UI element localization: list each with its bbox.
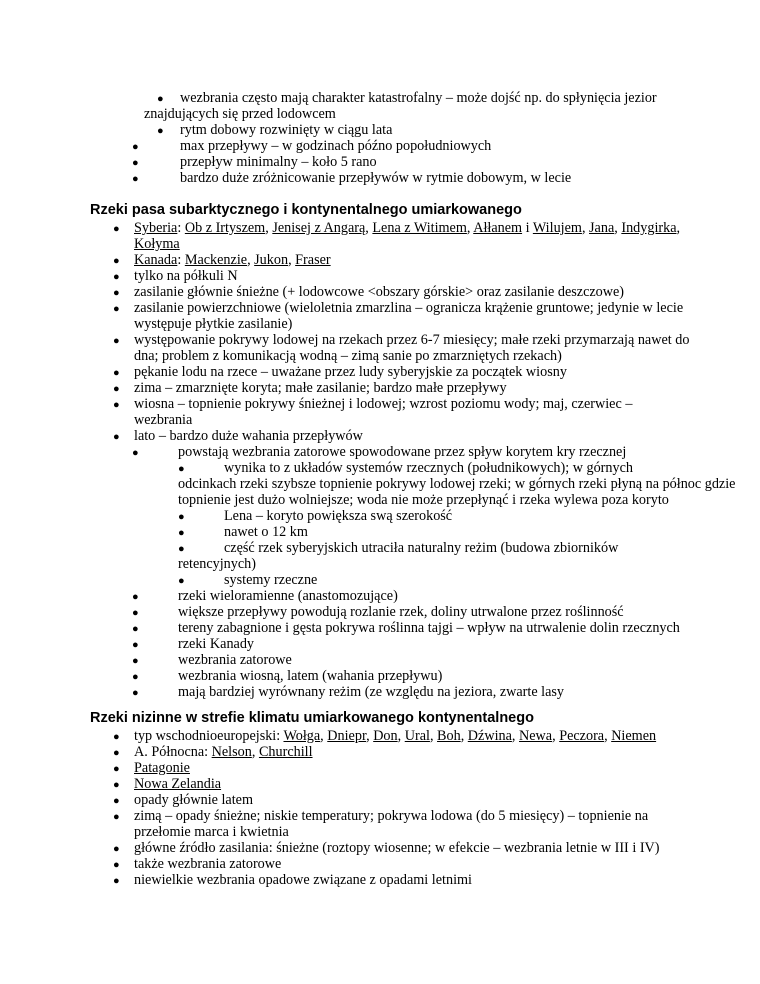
link-river[interactable]: Indygirka [621,220,677,236]
list-item: wezbrania zatorowe [178,652,292,668]
bullet: ● [132,591,139,603]
list-item-continuation: retencyjnych) [178,556,256,572]
list-item-continuation: wezbrania [134,412,193,428]
section-heading: Rzeki pasa subarktycznego i kontynentalnego umiarkowanego [90,202,522,218]
list-item-kanada [134,252,331,268]
link-river[interactable]: Churchill [258,744,313,760]
link-river[interactable]: Dniepr [327,728,367,744]
list-item: główne źródło zasilania: śnieżne (roztopy wiosenne; w efekcie – wezbrania letnie w III i IV) [134,840,660,856]
bullet: ● [132,173,139,185]
list-item: max przepływy – w godzinach późno popołudniowych [180,138,492,154]
link-river[interactable]: Don [373,728,398,744]
bullet: ● [113,763,120,775]
bullet: ● [132,671,139,683]
bullet: ● [178,575,185,587]
link-river[interactable]: Jana [589,220,615,236]
bullet: ● [113,811,120,823]
link-patagonie[interactable]: Patagonie [134,760,190,776]
link-river[interactable]: Nelson [211,744,252,760]
text: , [365,220,373,236]
list-item-continuation: przełomie marca i kwietnia [134,824,289,840]
list-item: wiosna – topnienie pokrywy śnieżnej i lodowej; wzrost poziomu wody; maj, czerwiec – [134,396,633,412]
text: , [247,252,255,268]
link-river[interactable]: Niemen [611,728,657,744]
list-item-ameryka [134,744,313,760]
link-river[interactable]: Ałłanem [473,220,523,236]
text: , [288,252,296,268]
bullet: ● [113,367,120,379]
list-item-typ [134,728,656,744]
list-item-continuation: znajdujących się przed lodowcem [144,106,336,122]
bullet: ● [132,623,139,635]
bullet: ● [113,255,120,267]
bullet: ● [178,463,185,475]
list-item: zimą – opady śnieżne; niskie temperatury; pokrywa lodowa (do 5 miesięcy) – topnienie na [134,808,649,824]
link-river[interactable]: Wilujem [532,220,582,236]
bullet: ● [132,141,139,153]
text: , [552,728,560,744]
list-item: większe przepływy powodują rozlanie rzek, doliny utrwalone przez roślinność [178,604,624,620]
link-river[interactable]: Fraser [295,252,331,268]
text: , [466,220,474,236]
list-item: tylko na półkuli N [134,268,238,284]
bullet: ● [157,93,164,105]
list-item: mają bardziej wyrównany reżim (ze względu na jeziora, zwarte lasy [178,684,565,700]
list-item-continuation: dna; problem z komunikacją wodną – zimą sanie po zmarzniętych rzekach) [134,348,562,364]
list-item: tereny zabagnione i gęsta pokrywa roślinna tajgi – wpływ na utrwalenie dolin rzecznych [178,620,680,636]
text: , [366,728,374,744]
bullet: ● [157,125,164,137]
text: A. Północna: [134,744,212,760]
text: , [265,220,273,236]
list-item-continuation [134,236,180,252]
list-item: także wezbrania zatorowe [134,856,282,872]
link-kanada[interactable]: Kanada [134,252,178,268]
bullet: ● [113,431,120,443]
list-item: rzeki wieloramienne (anastomozujące) [178,588,398,604]
list-item-continuation: występuje płytkie zasilanie) [134,316,293,332]
text: , [614,220,622,236]
list-item: występowanie pokrywy lodowej na rzekach przez 6-7 miesięcy; małe rzeki przymarzają nawet do [134,332,690,348]
bullet: ● [178,511,185,523]
list-item: Lena – koryto powiększa swą szerokość [224,508,453,524]
list-item: systemy rzeczne [224,572,318,588]
list-item: bardzo duże zróżnicowanie przepływów w rytmie dobowym, w lecie [180,170,572,186]
bullet: ● [113,335,120,347]
text: typ wschodnioeuropejski: [134,728,284,744]
list-item-syberia [134,220,680,236]
bullet: ● [132,687,139,699]
list-item-continuation: topnienie jest dużo wolniejsze; woda nie może przepłynąć i rzeka wylewa poza koryto [178,492,669,508]
text: , [676,220,681,236]
bullet: ● [113,383,120,395]
bullet: ● [113,287,120,299]
bullet: ● [113,843,120,855]
list-item: rzeki Kanady [178,636,255,652]
text: : [177,252,185,268]
link-river[interactable]: Ural [404,728,430,744]
text: , [429,728,438,744]
text: , [511,728,519,744]
bullet: ● [178,543,185,555]
bullet: ● [113,731,120,743]
link-river[interactable]: Jukon [254,252,289,268]
link-syberia[interactable]: Syberia [134,220,178,236]
link-river[interactable]: Peczora [559,728,605,744]
bullet: ● [113,859,120,871]
list-item: opady głównie latem [134,792,253,808]
link-river[interactable]: Mackenzie [184,252,248,268]
text: , [397,728,405,744]
link-river[interactable]: Boh [437,728,461,744]
section-heading: Rzeki nizinne w strefie klimatu umiarkowanego kontynentalnego [90,710,534,726]
text: , [460,728,468,744]
link-river[interactable]: Jenisej z Angarą [272,220,366,236]
list-item: zasilanie głównie śnieżne (+ lodowcowe <obszary górskie> oraz zasilanie deszczowe) [134,284,625,300]
bullet: ● [132,157,139,169]
link-river[interactable]: Newa [519,728,553,744]
bullet: ● [132,639,139,651]
list-item: wezbrania często mają charakter katastrofalny – może dojść np. do spłynięcia jezior [180,90,657,106]
bullet: ● [178,527,185,539]
link-river[interactable]: Wołga [283,728,321,744]
link-river[interactable]: Kołyma [134,236,180,252]
list-item: część rzek syberyjskich utraciła naturalny reżim (budowa zbiorników [224,540,619,556]
list-item: zasilanie powierzchniowe (wieloletnia zmarzlina – ogranicza krążenie gruntowe; jedynie w lecie [134,300,684,316]
bullet: ● [113,271,120,283]
list-item: wynika to z układów systemów rzecznych (południkowych); w górnych [224,460,633,476]
link-river[interactable]: Lena z Witimem [372,220,467,236]
text: , [581,220,590,236]
list-item: wezbrania wiosną, latem (wahania przepływu) [178,668,443,684]
link-nowa-zelandia[interactable]: Nowa Zelandia [134,776,222,792]
list-item: powstają wezbrania zatorowe spowodowane przez spływ korytem kry rzecznej [178,444,627,460]
list-item-continuation: odcinkach rzeki szybsze topnienie pokrywy lodowej rzeki; w górnych rzeki płyną na północ gdzie [178,476,736,492]
bullet: ● [132,655,139,667]
text: i [522,220,533,236]
bullet: ● [113,747,120,759]
link-river[interactable]: Ob z Irtyszem [184,220,266,236]
text: , [604,728,612,744]
bullet: ● [113,223,120,235]
link-river[interactable]: Dźwina [467,728,512,744]
list-item: lato – bardzo duże wahania przepływów [134,428,363,444]
bullet: ● [132,447,139,459]
text: , [320,728,328,744]
bullet: ● [113,795,120,807]
bullet: ● [132,607,139,619]
bullet: ● [113,399,120,411]
bullet: ● [113,875,120,887]
list-item: zima – zmarznięte koryta; małe zasilanie; bardzo małe przepływy [134,380,507,396]
text: , [251,744,259,760]
text: : [177,220,185,236]
list-item: pękanie lodu na rzece – uważane przez ludy syberyjskie za początek wiosny [134,364,567,380]
list-item: rytm dobowy rozwinięty w ciągu lata [180,122,393,138]
bullet: ● [113,779,120,791]
list-item: przepływ minimalny – koło 5 rano [180,154,377,170]
bullet: ● [113,303,120,315]
list-item: niewielkie wezbrania opadowe związane z opadami letnimi [134,872,472,888]
list-item: nawet o 12 km [224,524,308,540]
